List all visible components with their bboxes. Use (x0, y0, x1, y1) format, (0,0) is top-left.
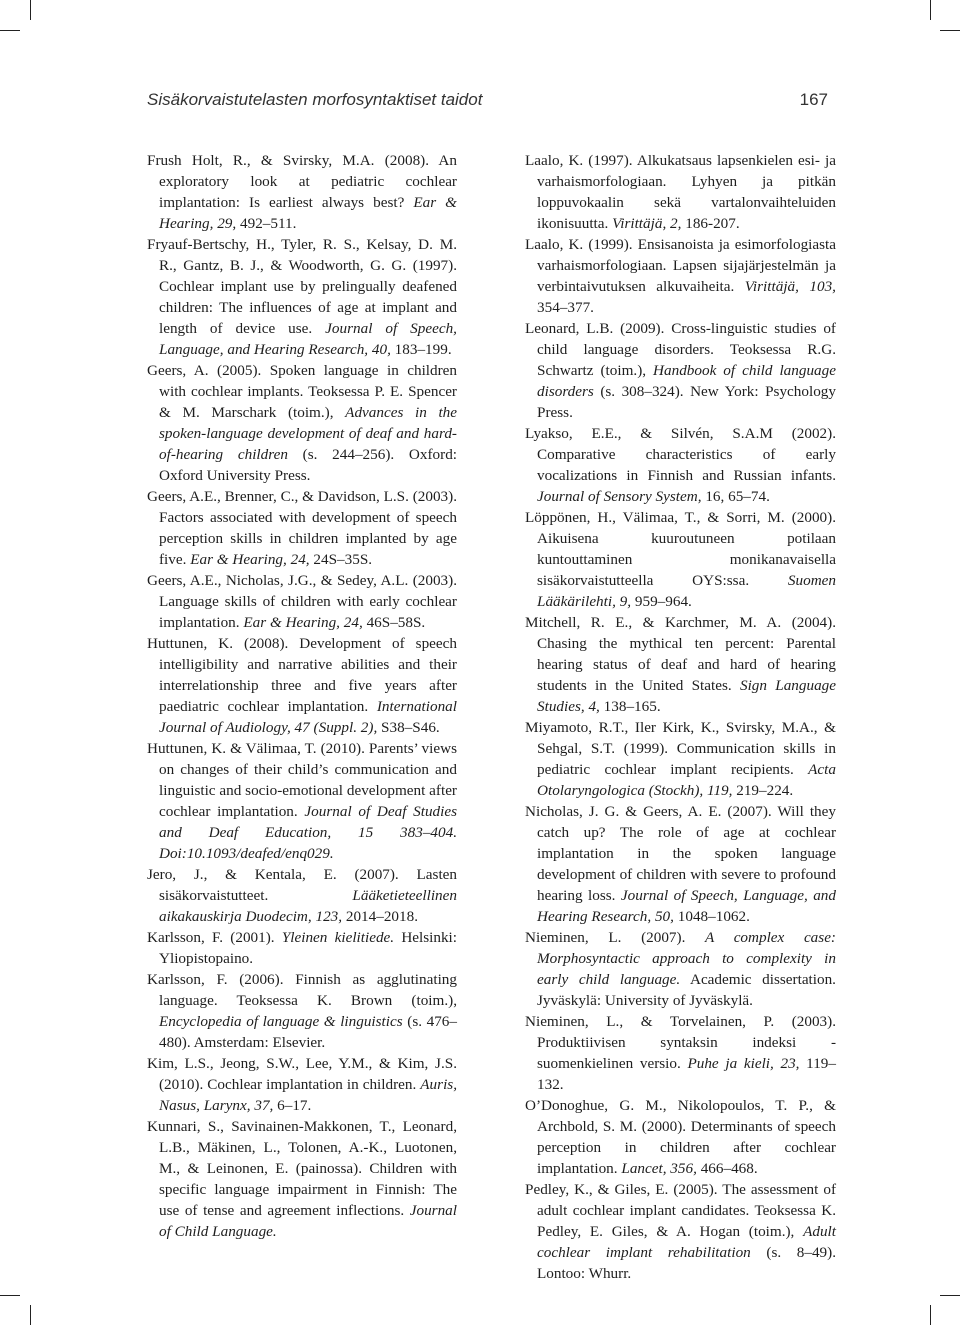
reference-italic-text: A complex case: Morphosyntactic approach to complexity in early child language. (537, 929, 836, 988)
reference-entry (147, 150, 457, 234)
reference-entry (147, 1053, 457, 1116)
reference-italic-text: Encyclopedia of language & linguistics (159, 1013, 403, 1030)
reference-text: 354–377. (537, 299, 594, 316)
reference-italic-text: Ear & Hearing, 29, (159, 194, 457, 232)
reference-entry (525, 150, 836, 234)
reference-text: Pedley, K., & Giles, E. (2005). The assessment of adult cochlear implant candidates. Teoksessa K. Pedley, E. Giles, & A. Hogan (toim.), (525, 1181, 836, 1240)
reference-entry (525, 318, 836, 423)
reference-italic-text: Handbook of child language disorders (537, 362, 836, 400)
reference-italic-text: Ear & Hearing, 24, (243, 614, 363, 631)
reference-italic-text: Adult cochlear implant rehabilitation (537, 1223, 836, 1261)
reference-text: 183–199. (390, 341, 452, 358)
reference-text: Fryauf-Bertschy, H., Tyler, R. S., Kelsay, D. M. R., Gantz, B. J., & Woodworth, G. G. (1997). Cochlear implant use by prelingually deafened children: The influences of age at implant and length of device use. (147, 236, 457, 337)
reference-text: Miyamoto, R.T., Iler Kirk, K., Svirsky, M.A., & Sehgal, S.T. (1999). Communication skills in pediatric cochlear implant recipients. (525, 719, 836, 778)
crop-mark (0, 1295, 20, 1296)
reference-text: Karlsson, F. (2001). (147, 929, 282, 946)
references-right-column (525, 150, 836, 1284)
reference-italic-text: Auris, Nasus, Larynx, 37, (159, 1076, 457, 1114)
reference-entry (525, 1179, 836, 1284)
reference-text: (s. 476–480). Amsterdam: Elsevier. (159, 1013, 457, 1051)
reference-text: Laalo, K. (1997). Alkukatsaus lapsenkielen esi- ja varhaismorfologiaan. Lyhyen ja pitkän loppuvokaalin sekä vartalonvaihteluiden ikonisuutta. (525, 152, 836, 232)
reference-text: Helsinki: Yliopistopaino. (159, 929, 458, 967)
reference-italic-text: Sign Language Studies, 4, (537, 677, 836, 715)
reference-text: S38–S46. (377, 719, 440, 736)
reference-text: 138–165. (599, 698, 661, 715)
reference-entry (147, 486, 457, 570)
reference-text: Lyakso, E.E., & Silvén, S.A.M (2002). Comparative characteristics of early vocalizations in Finnish and Russian infants. (525, 425, 836, 484)
crop-mark (930, 1305, 931, 1325)
reference-entry (147, 234, 457, 360)
reference-entry (147, 633, 457, 738)
reference-italic-text: Ear & Hearing, 24, (190, 551, 310, 568)
crop-mark (30, 0, 31, 20)
reference-entry (525, 507, 836, 612)
reference-italic-text: Acta Otolaryngologica (Stockh), 119, (537, 761, 836, 799)
reference-italic-text: Virittäjä, 2, (612, 215, 682, 232)
reference-text: Nicholas, J. G. & Geers, A. E. (2007). Will they catch up? The role of age at cochlear implantation in the spoken language development of children with severe to profound hearing loss. (525, 803, 836, 904)
reference-italic-text: Journal of Deaf Studies and Deaf Education, 15 383–404. Doi:10.1093/deafed/enq029. (159, 803, 458, 862)
reference-text: 46S–58S. (362, 614, 426, 631)
reference-entry (147, 738, 457, 864)
reference-text: Huttunen, K. & Välimaa, T. (2010). Parents’ views on changes of their child’s communication and linguistic and socio-emotional development after cochlear implantation. (147, 740, 457, 820)
crop-mark (940, 1295, 960, 1296)
reference-text: 186-207. (681, 215, 740, 232)
reference-text: (s. 244–256). Oxford: Oxford University Press. (159, 446, 458, 484)
reference-text: 16, 65–74. (701, 488, 770, 505)
reference-entry (147, 927, 457, 969)
reference-text: (s. 308–324). New York: Psychology Press. (537, 383, 836, 421)
reference-text: Geers, A.E., Nicholas, J.G., & Sedey, A.L. (2003). Language skills of children with early cochlear implantation. (147, 572, 457, 631)
reference-entry (147, 570, 457, 633)
page-number: 167 (799, 90, 828, 109)
reference-text: Nieminen, L., & Torvelainen, P. (2003). Produktiivisen syntaksin indeksi - suomenkielinen versio. (525, 1013, 836, 1072)
reference-text: 959–964. (631, 593, 692, 610)
reference-text: 6–17. (273, 1097, 312, 1114)
reference-entry (525, 717, 836, 801)
reference-entry (525, 1011, 836, 1095)
reference-italic-text: Yleinen kielitiede. (281, 929, 395, 946)
reference-text: Laalo, K. (1999). Ensisanoista ja esimorfologiasta varhaismorfologiaan. Lapsen sijajärjestelmän ja verbintaivutuksen alkuvaiheita. (525, 236, 836, 295)
reference-italic-text: Puhe ja kieli, 23, (687, 1055, 800, 1072)
reference-text: O’Donoghue, G. M., Nikolopoulos, T. P., & Archbold, S. M. (2000). Determinants of speech perception in children after cochlear implantation. (525, 1097, 836, 1177)
reference-text: 2014–2018. (342, 908, 418, 925)
reference-text: Nieminen, L. (2007). (525, 929, 706, 946)
reference-italic-text: Journal of Child Language. (159, 1202, 457, 1240)
crop-mark (930, 0, 931, 20)
reference-entry (147, 1116, 457, 1242)
references-left-column (147, 150, 457, 1242)
reference-text: Kim, L.S., Jeong, S.W., Lee, Y.M., & Kim, J.S. (2010). Cochlear implantation in children. (147, 1055, 457, 1093)
reference-entry (147, 864, 457, 927)
reference-italic-text: Advances in the spoken-language development of deaf and hard-of-hearing children (159, 404, 458, 463)
reference-italic-text: Virittäjä, 103, (744, 278, 836, 295)
reference-entry (525, 1095, 836, 1179)
reference-entry (525, 234, 836, 318)
reference-entry (525, 423, 836, 507)
reference-text: Frush Holt, R., & Svirsky, M.A. (2008). An exploratory look at pediatric cochlear implantation: Is earliest always best? (147, 152, 457, 211)
reference-italic-text: Journal of Sensory System, (537, 488, 702, 505)
reference-italic-text: Journal of Speech, Language, and Hearing Research, 40, (159, 320, 457, 358)
reference-text: (s. 8–49). Lontoo: Whurr. (537, 1244, 837, 1282)
reference-entry (525, 801, 836, 927)
reference-text: Jero, J., & Kentala, E. (2007). Lasten sisäkorvaistutteet. (147, 866, 457, 904)
reference-text: 1048–1062. (673, 908, 750, 925)
reference-text: Kunnari, S., Savinainen-Makkonen, T., Leonard, L.B., Mäkinen, L., Tolonen, A.-K., Luotonen, M., & Leinonen, E. (painossa). Children with specific language impairment in Finnish: The use of tense and agreement inflections. (147, 1118, 457, 1219)
reference-italic-text: International Journal of Audiology, 47 (Suppl. 2), (159, 698, 457, 736)
reference-text: Leonard, L.B. (2009). Cross-linguistic studies of child language disorders. Teoksessa R.G. Schwartz (toim.), (525, 320, 836, 379)
reference-text: 466–468. (696, 1160, 758, 1177)
reference-italic-text: Lancet, 356, (621, 1160, 697, 1177)
reference-italic-text: Journal of Speech, Language, and Hearing Research, 50, (537, 887, 836, 925)
running-title: Sisäkorvaistutelasten morfosyntaktiset taidot (147, 90, 483, 109)
reference-italic-text: Suomen Lääkärilehti, 9, (537, 572, 836, 610)
reference-text: Huttunen, K. (2008). Development of speech intelligibility and narrative abilities and their interrelationship three and five years after paediatric cochlear implantation. (147, 635, 457, 715)
reference-text: 24S–35S. (309, 551, 373, 568)
reference-italic-text: Lääketieteellinen aikakauskirja Duodecim, 123, (159, 887, 457, 925)
reference-text: Academic dissertation. Jyväskylä: University of Jyväskylä. (537, 971, 836, 1009)
reference-text: Karlsson, F. (2006). Finnish as agglutinating language. Teoksessa K. Brown (toim.), (147, 971, 457, 1009)
reference-text: Mitchell, R. E., & Karchmer, M. A. (2004). Chasing the mythical ten percent: Parental hearing status of deaf and hard of hearing students in the United States. (525, 614, 836, 694)
reference-text: Geers, A. (2005). Spoken language in children with cochlear implants. Teoksessa P. E. Spencer & M. Marschark (toim.), (147, 362, 457, 421)
reference-text: Löppönen, H., Välimaa, T., & Sorri, M. (2000). Aikuisena kuuroutuneen potilaan kuntouttaminen monikanavaisella sisäkorvaistutteella OYS:ssa. (525, 509, 836, 589)
reference-entry (525, 927, 836, 1011)
reference-text: 219–224. (732, 782, 794, 799)
reference-text: Geers, A.E., Brenner, C., & Davidson, L.S. (2003). Factors associated with development of speech perception skills in children implanted by age five. (147, 488, 457, 568)
reference-entry (147, 360, 457, 486)
running-header (147, 90, 828, 120)
reference-text: 119–132. (537, 1055, 836, 1093)
crop-mark (940, 30, 960, 31)
crop-mark (0, 30, 20, 31)
crop-mark (30, 1305, 31, 1325)
reference-entry (147, 969, 457, 1053)
reference-text: 492–511. (236, 215, 297, 232)
reference-entry (525, 612, 836, 717)
